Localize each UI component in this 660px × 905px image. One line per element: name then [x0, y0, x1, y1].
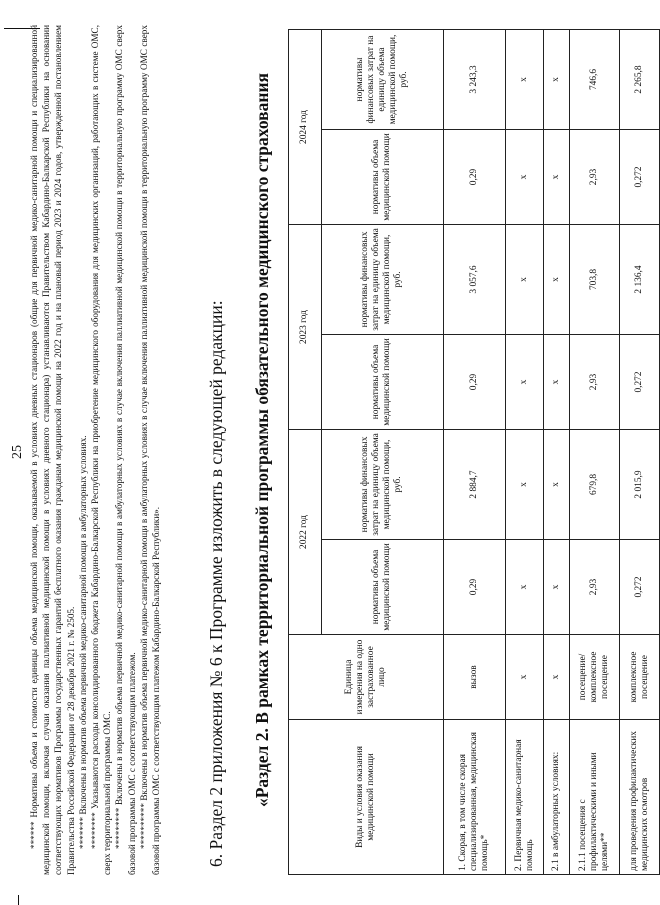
cell-volume-2024: 0,272: [620, 130, 660, 225]
header-year-2024: 2024 год: [289, 30, 322, 225]
table-row: [570, 30, 620, 875]
cell-volume-2024: x: [544, 130, 570, 225]
cell-cost-2024: 746,6: [570, 30, 620, 130]
cell-cost-2022: 2 884,7: [444, 430, 506, 540]
cell-cost-2022: x: [544, 430, 570, 540]
subheader-cost-2023: нормативы финансовых затрат на единицу объема медицинской помощи, руб.: [321, 225, 443, 335]
cell-care-type: 2.1.1 посещения с профилактическими и иными целями**: [570, 720, 620, 875]
subheader-volume-2022: нормативы объема медицинской помощи: [321, 540, 443, 635]
cell-unit: вызов: [444, 635, 506, 720]
table-title: «Раздел 2. В рамках территориальной программы обязательного медицинского страхования: [252, 72, 272, 808]
cell-volume-2024: x: [506, 130, 544, 225]
table-row: [544, 30, 570, 875]
table-row: [444, 30, 506, 875]
table-row: [506, 30, 544, 875]
cell-volume-2022: x: [506, 540, 544, 635]
page-number: 25: [10, 445, 25, 459]
header-year-2023: 2023 год: [289, 225, 322, 430]
cell-cost-2022: 2 015,9: [620, 430, 660, 540]
header-year-2022: 2022 год: [289, 430, 322, 635]
cell-care-type: 2.1 в амбулаторных условиях:: [544, 720, 570, 875]
cell-volume-2023: 2,93: [570, 335, 620, 430]
cell-volume-2024: 0,29: [444, 130, 506, 225]
header-unit: Единица измерения на одно застрахованное лицо: [289, 635, 444, 720]
cell-care-type: 1. Скорая, в том числе скорая специализированная, медицинская помощь*: [444, 720, 506, 875]
subheader-volume-2024: нормативы объема медицинской помощи: [321, 130, 443, 225]
subheader-volume-2023: нормативы объема медицинской помощи: [321, 335, 443, 430]
cell-care-type: для проведения профилактических медицинских осмотров: [620, 720, 660, 875]
cell-unit: x: [544, 635, 570, 720]
cell-unit: x: [506, 635, 544, 720]
cell-volume-2022: 0,29: [444, 540, 506, 635]
cell-volume-2023: x: [506, 335, 544, 430]
footnote-8: ******** Указываются расходы консолидированного бюджета Кабардино-Балкарской Республики на приобретение медицинского оборудования для медицинских организаций, работающих в системе ОМС, сверх территориальной программы ОМС.: [90, 25, 113, 875]
cell-volume-2023: 0,272: [620, 335, 660, 430]
footnotes: [28, 25, 162, 875]
cell-cost-2023: x: [544, 225, 570, 335]
cell-unit: посещение/ комплексное посещение: [570, 635, 620, 720]
cell-cost-2022: x: [506, 430, 544, 540]
cell-cost-2024: x: [544, 30, 570, 130]
cell-cost-2023: 2 136,4: [620, 225, 660, 335]
section-heading: 6. Раздел 2 приложения № 6 к Программе изложить в следующей редакции:: [206, 300, 226, 867]
cell-cost-2024: x: [506, 30, 544, 130]
header-care-type: Виды и условия оказания медицинской помощи: [289, 720, 444, 875]
subheader-cost-2024: нормативы финансовых затрат на единицу объема медицинской помощи, руб.: [321, 30, 443, 130]
cell-volume-2022: x: [544, 540, 570, 635]
cell-volume-2023: x: [544, 335, 570, 430]
omc-norms-table: [288, 30, 660, 875]
cell-volume-2022: 2,93: [570, 540, 620, 635]
footnote-10: ********** Включены в норматив объема первичной медико-санитарной помощи в амбулаторных условиях в случае включения паллиативной медицинской помощи в территориальную программу ОМС сверх базовой программы ОМС с соответствующим платежом Кабардино-Балкарской Республики».: [138, 25, 162, 875]
cell-unit: комплексное посещение: [620, 635, 660, 720]
cell-volume-2023: 0,29: [444, 335, 506, 430]
cell-cost-2024: 3 243,3: [444, 30, 506, 130]
footnote-7: ******* Включены в норматив объема первичной медико-санитарной помощи в амбулаторных условиях.: [77, 435, 88, 849]
left-edge-mark: [18, 895, 19, 905]
cell-care-type: 2. Первичная медико-санитарная помощь: [506, 720, 544, 875]
footnote-9: ********* Включены в норматив объема первичной медико-санитарной помощи в амбулаторных условиях в случае включения паллиативной медицинской помощи в территориальную программу ОМС сверх базовой программы ОМС с соответствующим платежом.: [114, 25, 137, 875]
subheader-cost-2022: нормативы финансовых затрат на единицу объема медицинской помощи, руб.: [321, 430, 443, 540]
cell-cost-2023: 3 057,6: [444, 225, 506, 335]
cell-volume-2022: 0,272: [620, 540, 660, 635]
cell-cost-2023: x: [506, 225, 544, 335]
cell-cost-2023: 703,8: [570, 225, 620, 335]
cell-cost-2024: 2 265,8: [620, 30, 660, 130]
cell-volume-2024: 2,93: [570, 130, 620, 225]
table-row: [620, 30, 660, 875]
footnote-6: ****** Нормативы объема и стоимости единицы объема медицинской помощи, оказываемой в условиях дневных стационаров (общие для первичной медико-санитарной помощи и специализированной медицинской помощи, включая случаи оказания паллиативной медицинской помощи в условиях дневного стационара) устанавливаются Правительством Кабардино-Балкарской Республики на основании соответствующих нормативов Программы государственных гарантий бесплатного оказания гражданам медицинской помощи на 2022 год и на плановый период 2023 и 2024 годов, утвержденной постановлением Правительства Российской Федерации от 28 декабря 2021 г. № 2505.: [29, 25, 76, 875]
cell-cost-2022: 679,8: [570, 430, 620, 540]
